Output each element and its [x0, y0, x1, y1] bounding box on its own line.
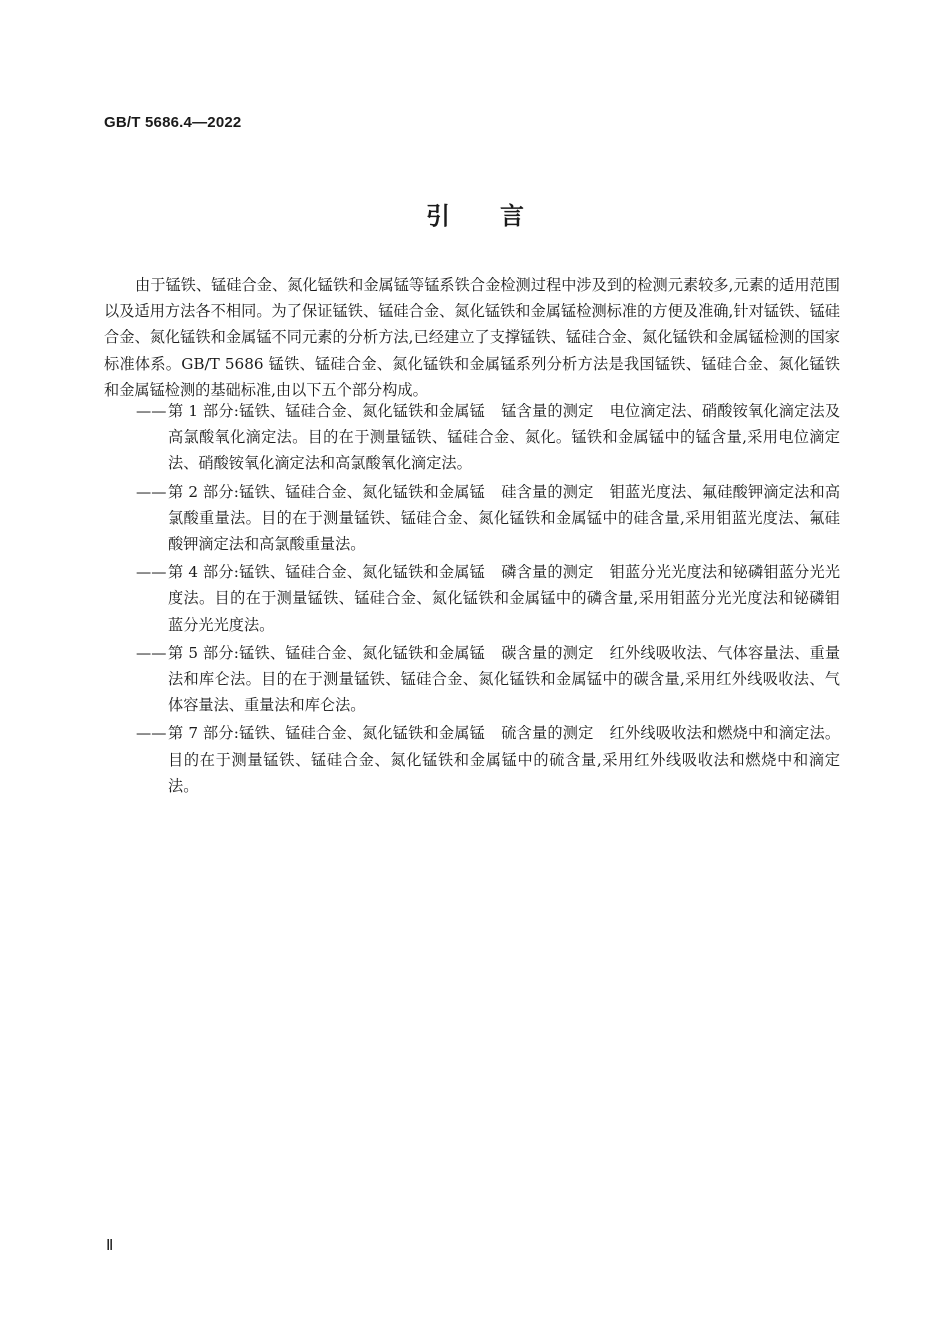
dash-marker: —— — [136, 482, 167, 501]
part-methods: 红外线吸收法和燃烧中和滴定法。 — [609, 724, 841, 743]
dash-marker: —— — [136, 643, 167, 662]
part-purpose: 目的在于测量锰铁、锰硅合金、氮化。锰铁和金属锰中的锰含量,采用电位滴定法、硝酸铵氧化滴定法和高氯酸氧化滴定法。 — [168, 428, 840, 473]
part-subject: 硫含量的测定 — [501, 724, 594, 743]
part-subject: 硅含量的测定 — [501, 482, 594, 501]
standard-number: GB/T 5686.4—2022 — [104, 114, 242, 131]
part-purpose: 目的在于测量锰铁、锰硅合金、氮化锰铁和金属锰中的硅含量,采用钼蓝光度法、氟硅酸钾滴定法和高氯酸重量法。 — [168, 508, 840, 554]
part-title: 第 7 部分:锰铁、锰硅合金、氮化锰铁和金属锰 — [168, 724, 486, 743]
part-title: 第 2 部分:锰铁、锰硅合金、氮化锰铁和金属锰 — [168, 482, 486, 501]
parts-list — [136, 398, 840, 801]
dash-marker: —— — [136, 724, 167, 743]
part-purpose: 目的在于测量锰铁、锰硅合金、氮化锰铁和金属锰中的硫含量,采用红外线吸收法和燃烧中和滴定法。 — [168, 750, 840, 795]
list-item — [136, 398, 840, 477]
list-item — [136, 720, 840, 799]
part-subject: 碳含量的测定 — [501, 643, 594, 662]
part-subject: 锰含量的测定 — [501, 402, 594, 420]
intro-paragraph: 由于锰铁、锰硅合金、氮化锰铁和金属锰等锰系铁合金检测过程中涉及到的检测元素较多,元素的适用范围以及适用方法各不相同。为了保证锰铁、锰硅合金、氮化锰铁和金属锰检测标准的方便及准确,针对锰铁、锰硅合金、氮化锰铁和金属锰不同元素的分析方法,已经建立了支撑锰铁、锰硅合金、氮化锰铁和金属锰检测的国家标准体系。GB/T 5686 锰铁、锰硅合金、氮化锰铁和金属锰系列分析方法是我国锰铁、锰硅合金、氮化锰铁和金属锰检测的基础标准,由以下五个部分构成。 — [104, 276, 840, 399]
part-methods: 电位滴定法、硝酸铵氧化滴定法及高氯酸氧化滴定法。 — [168, 402, 841, 447]
part-title: 第 1 部分:锰铁、锰硅合金、氮化锰铁和金属锰 — [168, 402, 486, 420]
dash-marker: —— — [136, 402, 167, 420]
dash-marker: —— — [136, 563, 167, 582]
part-methods: 钼蓝光度法、氟硅酸钾滴定法和高氯酸重量法。 — [168, 482, 841, 527]
part-purpose: 目的在于测量锰铁、锰硅合金、氮化锰铁和金属锰中的磷含量,采用钼蓝分光光度法和铋磷钼蓝分光光度法。 — [168, 589, 840, 634]
part-subject: 磷含量的测定 — [501, 563, 594, 582]
part-title: 第 5 部分:锰铁、锰硅合金、氮化锰铁和金属锰 — [168, 643, 486, 662]
list-item — [136, 559, 840, 638]
part-title: 第 4 部分:锰铁、锰硅合金、氮化锰铁和金属锰 — [168, 563, 486, 582]
part-methods: 钼蓝分光光度法和铋磷钼蓝分光光度法。 — [168, 563, 841, 608]
page-number: Ⅱ — [106, 1238, 114, 1254]
part-methods: 红外线吸收法、气体容量法、重量法和库仑法。 — [168, 643, 841, 689]
part-purpose: 目的在于测量锰铁、锰硅合金、氮化锰铁和金属锰中的碳含量,采用红外线吸收法、气体容量法、重量法和库仑法。 — [168, 670, 840, 715]
section-title: 引言 — [426, 202, 574, 230]
list-item — [136, 640, 840, 719]
list-item — [136, 479, 840, 558]
